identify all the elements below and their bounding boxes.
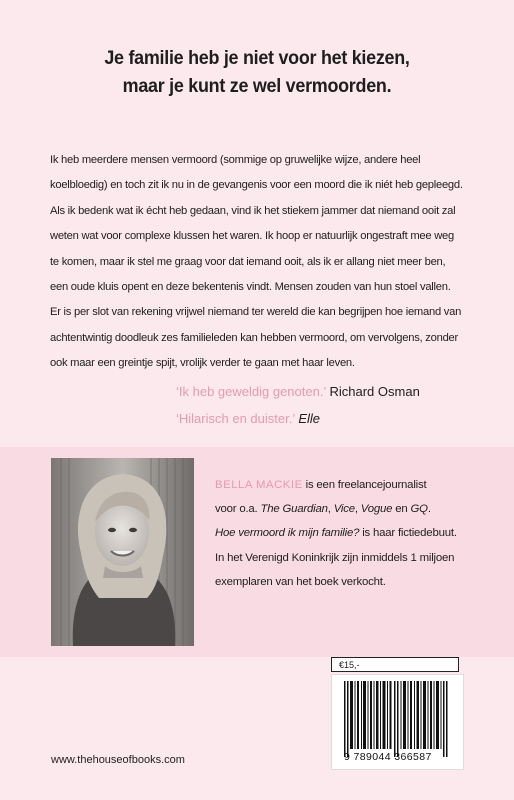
blurb-line: ook maar een greintje spijt, vrolijk verder te gaan met haar leven. <box>50 357 355 370</box>
publication-name: The Guardian <box>260 503 328 516</box>
bio-text: is haar fictiedebuut. <box>359 527 457 540</box>
bio-text: is een freelancejournalist <box>302 479 427 491</box>
author-portrait-image <box>51 458 194 646</box>
quote-source: Richard Osman <box>329 384 420 399</box>
blurb-line: Als ik bedenk wat ik écht heb gedaan, vind ik het stiekem jammer dat niemand ooit zal <box>50 204 456 217</box>
publisher-website[interactable]: www.thehouseofbooks.com <box>51 754 185 766</box>
isbn-number: 9 789044 366587 <box>344 751 432 763</box>
bio-line-4: In het Verenigd Koninkrijk zijn inmiddels 1 miljoen <box>215 551 455 564</box>
author-bio <box>215 473 505 594</box>
blurb-line: te komen, maar ik stel me graag voor dat iemand ooit, als ik er allang niet meer ben, <box>50 255 446 268</box>
author-name: BELLA MACKIE <box>215 479 303 491</box>
blurb-line: koelbloedig) en toch zit ik nu in de gevangenis voor een moord die ik niét heb gepleegd. <box>50 179 463 192</box>
back-cover-headline <box>21 44 494 100</box>
bio-text: voor o.a. <box>215 503 261 516</box>
isbn-barcode <box>331 674 464 770</box>
bio-text: . <box>427 503 431 516</box>
author-photo <box>51 458 194 646</box>
review-quote-2 <box>176 405 320 433</box>
bio-line-5: exemplaren van het boek verkocht. <box>215 575 386 588</box>
bio-text: , <box>354 503 361 516</box>
blurb-line: Er is per slot van rekening vrijwel niemand ter wereld die kan begrijpen hoe iemand van <box>50 306 462 319</box>
blurb-line: achtentwintig doodleuk zes familieleden kan hebben vermoord, om vervolgens, zonder <box>50 331 458 344</box>
book-title: Hoe vermoord ik mijn familie? <box>215 527 360 540</box>
synopsis-blurb <box>50 148 480 377</box>
quote-text: ‘Ik heb geweldig genoten.’ <box>176 384 326 399</box>
bio-line-2 <box>215 497 505 521</box>
publication-name: GQ <box>410 503 428 516</box>
blurb-line: Ik heb meerdere mensen vermoord (sommige op gruwelijke wijze, andere heel <box>50 154 421 166</box>
quote-source: Elle <box>298 411 321 426</box>
price-label: €15,- <box>331 657 459 672</box>
headline-line-1: Je familie heb je niet voor het kiezen, <box>104 47 410 69</box>
bio-text: en <box>392 503 411 516</box>
quote-text: ‘Hilarisch en duister.’ <box>176 411 295 426</box>
bio-line-1 <box>215 473 505 497</box>
bio-line-3 <box>215 521 505 545</box>
review-quote-1 <box>176 378 420 406</box>
blurb-line: weten wat voor complexe klussen het waren. Ik hoop er natuurlijk ongestraft mee weg <box>50 230 454 243</box>
blurb-line: een oude kluis opent en deze bekentenis vindt. Mensen zouden van hun stoel vallen. <box>50 281 451 294</box>
publication-name: Vogue <box>360 503 393 516</box>
publication-name: Vice <box>333 503 355 516</box>
bio-text: , <box>327 503 334 516</box>
headline-line-2: maar je kunt ze wel vermoorden. <box>122 75 392 97</box>
